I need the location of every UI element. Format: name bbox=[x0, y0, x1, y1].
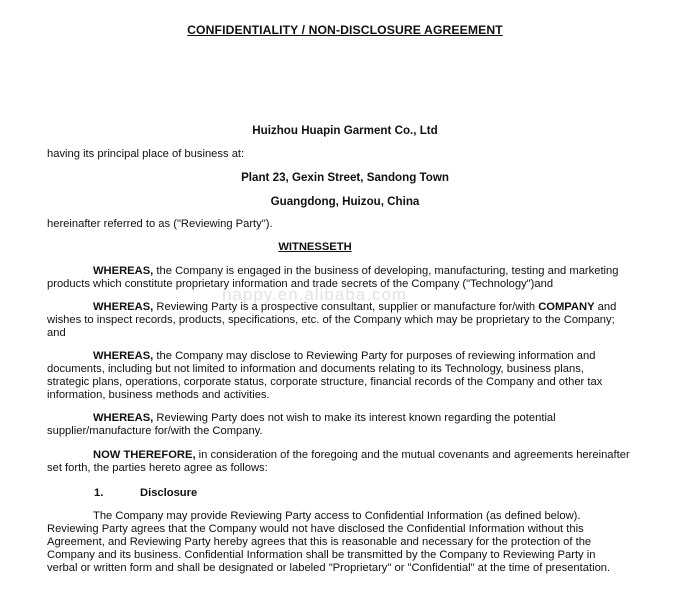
whereas-label: WHEREAS, bbox=[93, 301, 154, 313]
now-therefore-text: in consideration of the foregoing and the mutual covenants and agreements hereinafter bbox=[195, 449, 630, 461]
whereas-label: WHEREAS, bbox=[93, 265, 154, 277]
address-line-2: Guangdong, Huizou, China bbox=[270, 195, 420, 208]
disclosure-line-1 bbox=[47, 510, 581, 523]
whereas-1-text: the Company is engaged in the business of developing, manufacturing, testing and marketing bbox=[153, 265, 619, 277]
whereas-3-line-1 bbox=[47, 350, 595, 363]
whereas-3-line-3: strategic plans, operations, corporate status, corporate structure, financial records of the Company and other tax bbox=[47, 376, 603, 388]
disclosure-line-4: Company and its business. Confidential Information shall be transmitted by the Company to Reviewing Party in bbox=[47, 549, 596, 561]
now-therefore-line-2: set forth, the parties hereto agree as follows: bbox=[47, 462, 268, 474]
place-intro: having its principal place of business at: bbox=[47, 148, 245, 160]
whereas-4-text: Reviewing Party does not wish to make its interest known regarding the potential bbox=[153, 412, 556, 424]
whereas-1-line-2: products which constitute proprietary information and trade secrets of the Company ("Technology")and bbox=[47, 278, 554, 290]
company-name: Huizhou Huapin Garment Co., Ltd bbox=[252, 124, 438, 137]
section-1-heading bbox=[94, 487, 197, 500]
disclosure-line-5: verbal or written form and shall be designated or labeled "Proprietary" or "Confidential" at the time of presentation. bbox=[47, 562, 611, 574]
now-therefore-line-1 bbox=[47, 449, 630, 462]
whereas-2-text-a: Reviewing Party is a prospective consultant, supplier or manufacture for/with bbox=[153, 301, 539, 313]
disclosure-line-1-text: The Company may provide Reviewing Party access to Confidential Information (as defined below). bbox=[93, 510, 581, 522]
disclosure-line-3: Agreement, and Reviewing Party hereby agrees that this is reasonable and necessary for the protection of the bbox=[47, 536, 592, 548]
whereas-2-line-2: wishes to inspect records, products, specifications, etc. of the Company which may be proprietary to the Company; bbox=[47, 314, 615, 326]
section-title: Disclosure bbox=[140, 487, 198, 499]
referred-line: hereinafter referred to as ("Reviewing Party"). bbox=[47, 218, 273, 230]
company-bold: COMPANY bbox=[538, 301, 595, 313]
whereas-2-line-3: and bbox=[47, 327, 66, 339]
witnesseth-heading: WITNESSETH bbox=[278, 241, 352, 253]
whereas-label: WHEREAS, bbox=[93, 350, 154, 362]
watermark: nappy.en.alibaba.com bbox=[222, 285, 408, 304]
now-therefore-label: NOW THEREFORE, bbox=[93, 449, 196, 461]
address-line-1: Plant 23, Gexin Street, Sandong Town bbox=[241, 171, 449, 184]
whereas-3-line-4: information, business methods and activities. bbox=[47, 389, 270, 401]
document-title: CONFIDENTIALITY / NON-DISCLOSURE AGREEMENT bbox=[187, 23, 503, 37]
whereas-label: WHEREAS, bbox=[93, 412, 154, 424]
whereas-1-line-1 bbox=[47, 265, 619, 278]
whereas-3-text: the Company may disclose to Reviewing Party for purposes of reviewing information and bbox=[153, 350, 596, 362]
whereas-2-text-b: and bbox=[594, 301, 617, 313]
whereas-4-line-1 bbox=[47, 412, 556, 425]
section-number: 1. bbox=[94, 487, 104, 499]
whereas-3-line-2: documents, including but not limited to information and documents relating to its Technology, business plans, bbox=[47, 363, 584, 375]
disclosure-line-2: Reviewing Party agrees that the Company would not have disclosed the Confidential Information without this bbox=[47, 523, 584, 535]
whereas-4-line-2: supplier/manufacture for/with the Company. bbox=[47, 425, 263, 437]
